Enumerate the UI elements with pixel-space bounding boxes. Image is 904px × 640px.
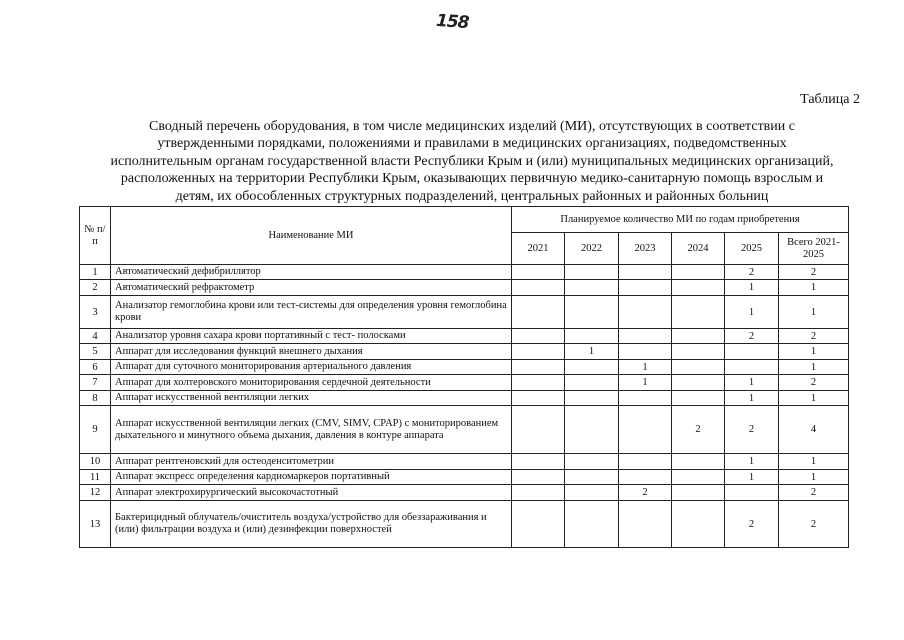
row-year-value: [672, 329, 725, 344]
row-year-value: [512, 485, 565, 501]
row-total: 1: [779, 454, 849, 470]
row-item-name: Анализатор уровня сахара крови портативный с тест- полосками: [111, 329, 512, 344]
row-item-name: Аппарат для холтеровского мониторирования сердечной деятельности: [111, 375, 512, 391]
row-item-name: Аппарат искусственной вентиляции легких (CMV, SIMV, CPAP) с мониторированием дыхательного и минутного объема дыхания, давления в контуре аппарата: [111, 406, 512, 454]
table-row: [80, 265, 849, 280]
row-number: 8: [80, 391, 111, 406]
row-item-name: Аппарат для суточного мониторирования артериального давления: [111, 360, 512, 375]
row-year-value: [565, 296, 619, 329]
table-row: [80, 280, 849, 296]
table-row: [80, 454, 849, 470]
row-item-name: Аппарат электрохирургический высокочастотный: [111, 485, 512, 501]
row-year-value: [672, 280, 725, 296]
row-year-value: [512, 375, 565, 391]
row-year-value: [619, 406, 672, 454]
row-year-value: 1: [619, 360, 672, 375]
row-year-value: [725, 485, 779, 501]
row-year-value: [565, 501, 619, 548]
header-planned-quantity: Планируемое количество МИ по годам приобретения: [512, 207, 849, 233]
row-number: 3: [80, 296, 111, 329]
row-number: 9: [80, 406, 111, 454]
row-year-value: [672, 501, 725, 548]
row-year-value: [619, 329, 672, 344]
row-year-value: [619, 344, 672, 360]
table-row: [80, 296, 849, 329]
row-year-value: [672, 360, 725, 375]
title-line: исполнительным органам государственной власти Республики Крым и (или) муниципальных медицинских организаций,: [110, 153, 834, 169]
row-year-value: 2: [672, 406, 725, 454]
row-year-value: [619, 280, 672, 296]
row-total: 2: [779, 329, 849, 344]
title-line: детям, их обособленных структурных подразделений, центральных районных и районных больниц: [175, 188, 769, 204]
row-year-value: 2: [725, 406, 779, 454]
row-year-value: [619, 454, 672, 470]
row-year-value: [512, 454, 565, 470]
row-year-value: [565, 265, 619, 280]
row-item-name: Анализатор гемоглобина крови или тест-системы для определения уровня гемоглобина крови: [111, 296, 512, 329]
row-year-value: [672, 344, 725, 360]
row-item-name: Аппарат искусственной вентиляции легких: [111, 391, 512, 406]
header-year-2023: 2023: [619, 233, 672, 265]
row-year-value: 1: [619, 375, 672, 391]
row-total: 1: [779, 391, 849, 406]
row-year-value: 1: [565, 344, 619, 360]
row-year-value: [619, 501, 672, 548]
table-row: [80, 375, 849, 391]
row-total: 2: [779, 501, 849, 548]
row-year-value: [565, 470, 619, 485]
row-total: 2: [779, 265, 849, 280]
row-year-value: [725, 344, 779, 360]
header-name: Наименование МИ: [111, 207, 512, 265]
row-number: 12: [80, 485, 111, 501]
table-row: [80, 485, 849, 501]
row-year-value: [672, 485, 725, 501]
row-year-value: [565, 329, 619, 344]
row-year-value: [672, 454, 725, 470]
row-year-value: 2: [725, 265, 779, 280]
row-total: 2: [779, 375, 849, 391]
row-year-value: [565, 406, 619, 454]
table-row: [80, 360, 849, 375]
row-item-name: Аппарат для исследования функций внешнего дыхания: [111, 344, 512, 360]
row-year-value: [619, 391, 672, 406]
row-year-value: 2: [619, 485, 672, 501]
row-year-value: [512, 329, 565, 344]
row-year-value: [512, 360, 565, 375]
row-year-value: [672, 375, 725, 391]
row-year-value: 2: [725, 501, 779, 548]
row-year-value: [512, 406, 565, 454]
row-number: 7: [80, 375, 111, 391]
header-year-2021: 2021: [512, 233, 565, 265]
row-total: 1: [779, 360, 849, 375]
table-row: [80, 329, 849, 344]
row-year-value: 1: [725, 280, 779, 296]
row-year-value: [565, 280, 619, 296]
row-total: 1: [779, 296, 849, 329]
row-year-value: [512, 391, 565, 406]
row-year-value: [725, 360, 779, 375]
title-line: утвержденными порядками, положениями и правилами в медицинских организациях, подведомственных: [157, 136, 787, 152]
title-line: Сводный перечень оборудования, в том числе медицинских изделий (МИ), отсутствующих в соответствии с: [149, 119, 795, 134]
table-body: [80, 265, 849, 548]
header-year-2022: 2022: [565, 233, 619, 265]
row-item-name: Бактерицидный облучатель/очиститель воздуха/устройство для обеззараживания и (или) фильтрации воздуха и (или) дезинфекции поверхностей: [111, 501, 512, 548]
row-year-value: [565, 360, 619, 375]
header-year-2025: 2025: [725, 233, 779, 265]
table-row: [80, 391, 849, 406]
row-year-value: [672, 470, 725, 485]
row-year-value: [672, 265, 725, 280]
table-row: [80, 406, 849, 454]
row-total: 1: [779, 344, 849, 360]
row-year-value: [512, 296, 565, 329]
row-total: 1: [779, 280, 849, 296]
row-year-value: [512, 265, 565, 280]
table-row: [80, 501, 849, 548]
row-number: 4: [80, 329, 111, 344]
equipment-table: [79, 206, 849, 548]
row-total: 1: [779, 470, 849, 485]
row-number: 10: [80, 454, 111, 470]
row-number: 13: [80, 501, 111, 548]
row-number: 11: [80, 470, 111, 485]
header-year-2024: 2024: [672, 233, 725, 265]
page-number: 158: [435, 10, 470, 34]
row-year-value: [565, 485, 619, 501]
row-year-value: 1: [725, 454, 779, 470]
row-year-value: [512, 470, 565, 485]
header-total: Всего 2021-2025: [779, 233, 849, 265]
row-year-value: [565, 454, 619, 470]
row-year-value: [512, 280, 565, 296]
row-year-value: 2: [725, 329, 779, 344]
row-year-value: [672, 391, 725, 406]
row-item-name: Автоматический рефрактометр: [111, 280, 512, 296]
row-item-name: Аппарат экспресс определения кардиомаркеров портативный: [111, 470, 512, 485]
title-line: расположенных на территории Республики Крым, оказывающих первичную медико-санитарную помощь взрослым и: [120, 171, 824, 187]
row-year-value: 1: [725, 296, 779, 329]
table-row: [80, 344, 849, 360]
row-number: 6: [80, 360, 111, 375]
row-year-value: [672, 296, 725, 329]
row-year-value: [565, 375, 619, 391]
row-year-value: [619, 265, 672, 280]
row-year-value: [512, 501, 565, 548]
row-year-value: [619, 296, 672, 329]
row-year-value: 1: [725, 375, 779, 391]
row-year-value: [512, 344, 565, 360]
row-year-value: [619, 470, 672, 485]
row-number: 1: [80, 265, 111, 280]
row-item-name: Автоматический дефибриллятор: [111, 265, 512, 280]
table-caption: Таблица 2: [800, 92, 860, 107]
row-year-value: [565, 391, 619, 406]
header-number: № п/п: [80, 207, 111, 265]
row-total: 4: [779, 406, 849, 454]
row-year-value: 1: [725, 391, 779, 406]
row-total: 2: [779, 485, 849, 501]
row-number: 5: [80, 344, 111, 360]
document-title: [72, 118, 872, 205]
row-item-name: Аппарат рентгеновский для остеоденситометрии: [111, 454, 512, 470]
table-row: [80, 470, 849, 485]
row-number: 2: [80, 280, 111, 296]
row-year-value: 1: [725, 470, 779, 485]
